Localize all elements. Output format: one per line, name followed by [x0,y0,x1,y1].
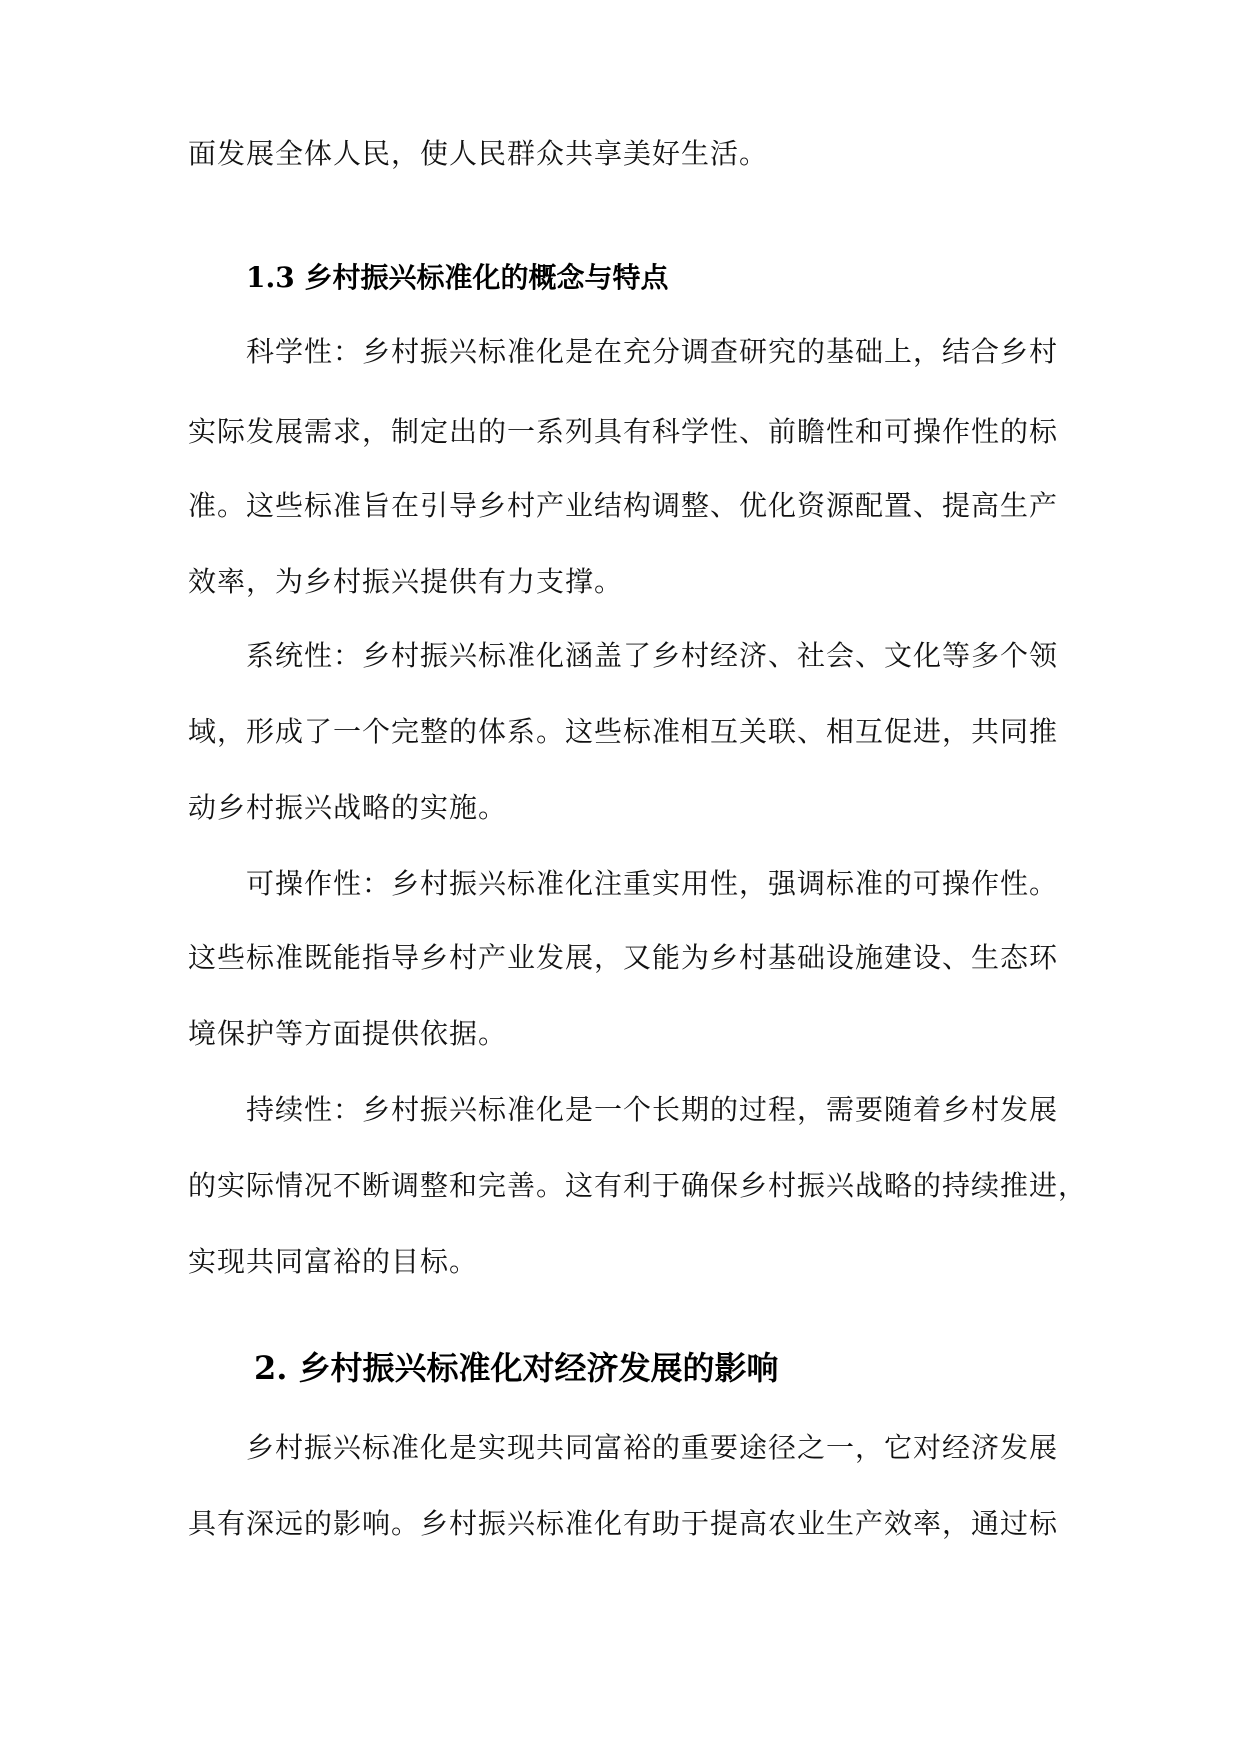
text-line: 这些标准既能指导乡村产业发展，又能为乡村基础设施建设、生态环 [188,941,1059,974]
text-line: 的实际情况不断调整和完善。这有利于确保乡村振兴战略的持续推进， [188,1169,1088,1202]
section-heading-1-3: 1.3 乡村振兴标准化的概念与特点 [246,261,669,294]
section-heading-2: 2. 乡村振兴标准化对经济发展的影响 [254,1349,779,1387]
text-line: 持续性：乡村振兴标准化是一个长期的过程，需要随着乡村发展 [246,1093,1059,1126]
text-line: 可操作性：乡村振兴标准化注重实用性，强调标准的可操作性。 [246,867,1059,900]
text-line: 域，形成了一个完整的体系。这些标准相互关联、相互促进，共同推 [188,715,1059,748]
text-line: 系统性：乡村振兴标准化涵盖了乡村经济、社会、文化等多个领 [246,639,1059,672]
text-line: 实际发展需求，制定出的一系列具有科学性、前瞻性和可操作性的标 [188,415,1059,448]
text-line: 效率，为乡村振兴提供有力支撑。 [188,565,624,598]
text-line: 实现共同富裕的目标。 [188,1245,479,1278]
text-line: 具有深远的影响。乡村振兴标准化有助于提高农业生产效率，通过标 [188,1507,1059,1540]
text-line: 科学性：乡村振兴标准化是在充分调查研究的基础上，结合乡村 [246,335,1059,368]
text-line: 准。这些标准旨在引导乡村产业结构调整、优化资源配置、提高生产 [188,489,1059,522]
text-line: 乡村振兴标准化是实现共同富裕的重要途径之一，它对经济发展 [246,1431,1059,1464]
text-line: 境保护等方面提供依据。 [188,1017,508,1050]
text-line: 面发展全体人民，使人民群众共享美好生活。 [188,137,769,170]
text-line: 动乡村振兴战略的实施。 [188,791,508,824]
